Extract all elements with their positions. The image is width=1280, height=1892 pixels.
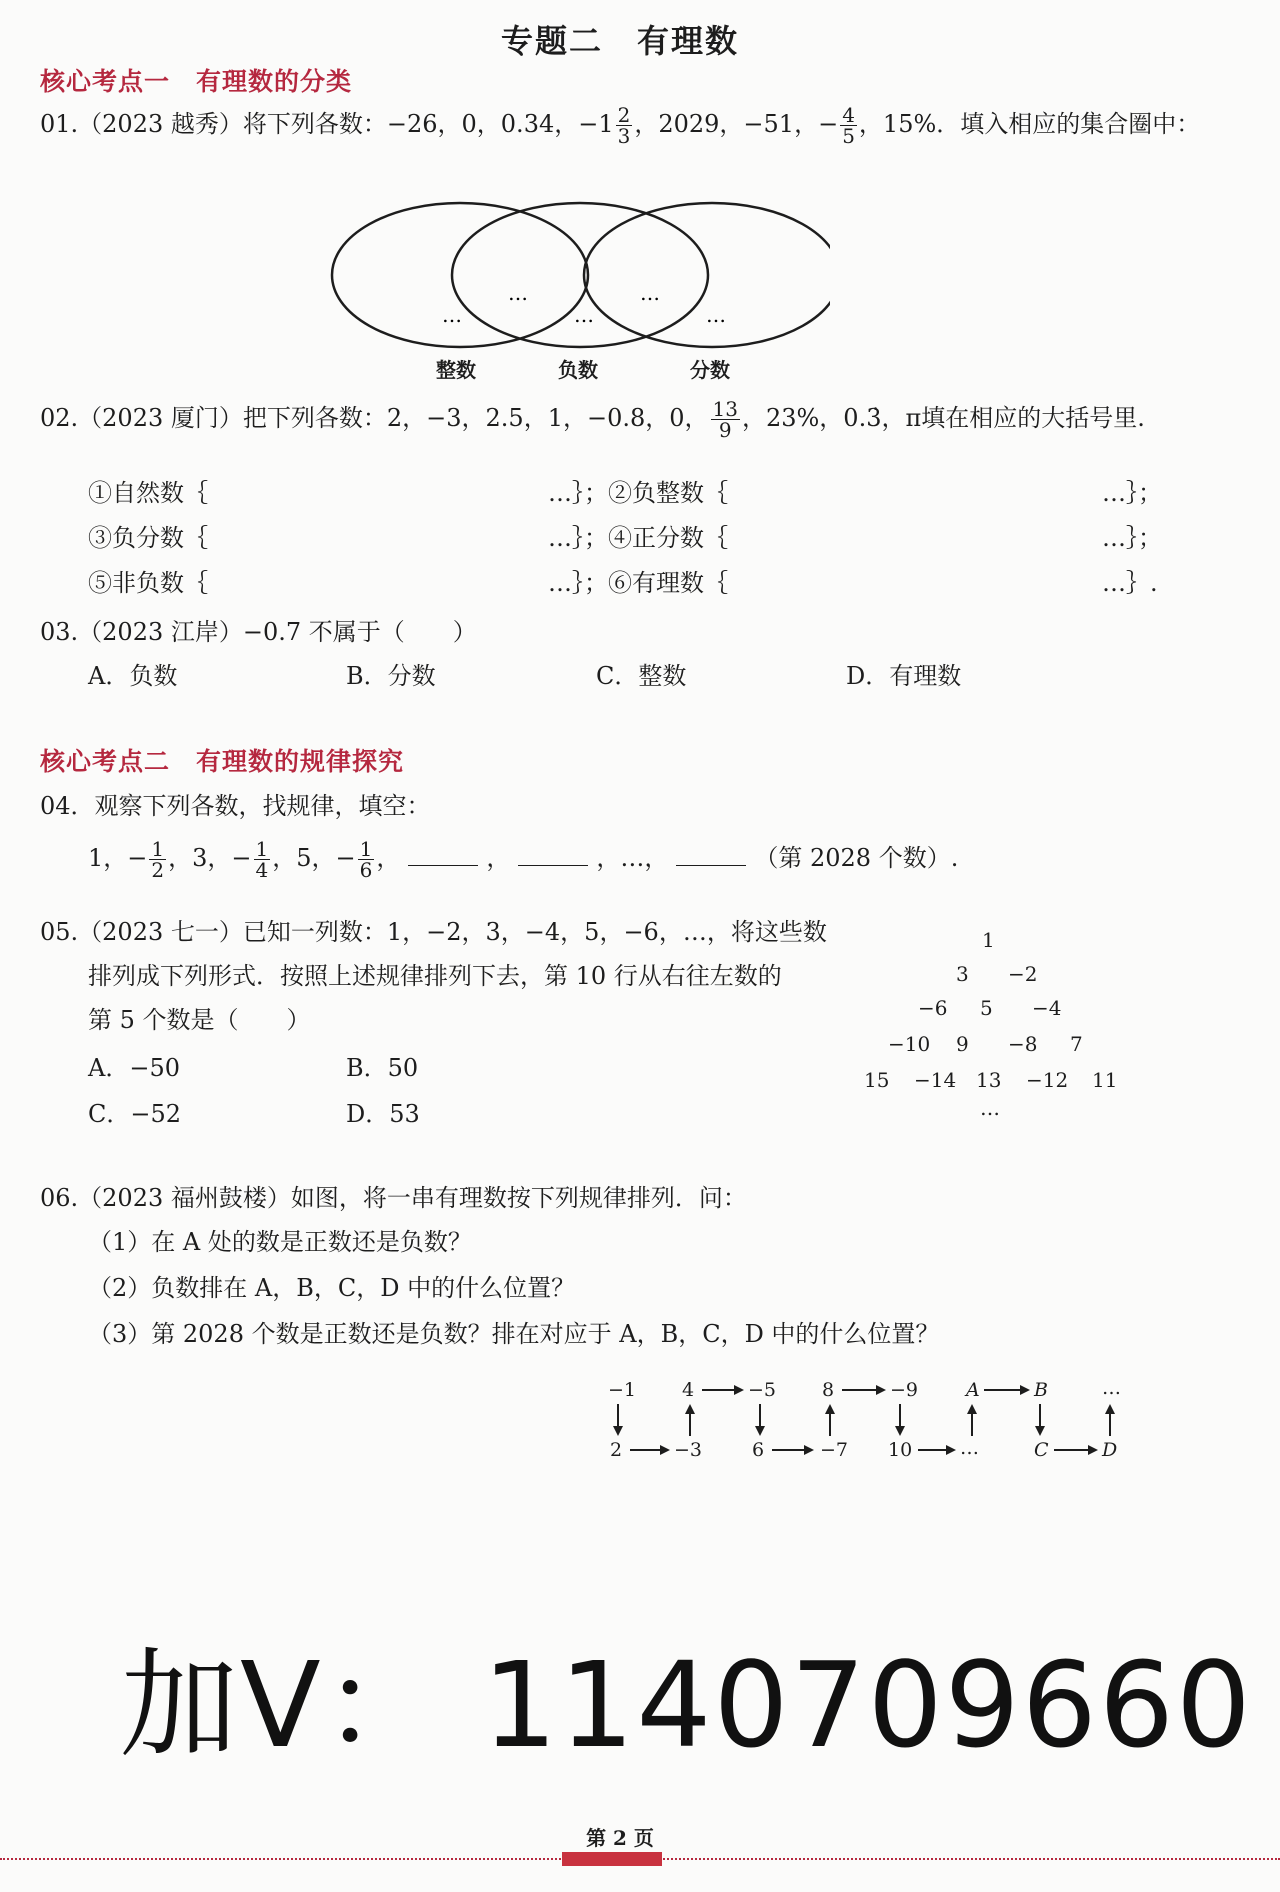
seq-bottom-C: C [1034, 1439, 1049, 1461]
q02-row-1-end: …｝； [1102, 479, 1162, 507]
q02-row-1-left: ①自然数｛ [88, 479, 208, 507]
seq-bottom-1: 2 [610, 1439, 623, 1461]
q05-option-d: D．53 [346, 1100, 420, 1128]
q02-row-2-end: …｝； [1102, 524, 1162, 552]
venn-dots-4: … [640, 281, 660, 305]
seq-top-dots: … [1102, 1377, 1121, 1399]
seq-top-2: 4 [682, 1379, 695, 1401]
seq-top-A: A [966, 1379, 980, 1401]
triangle-r1-c1: 1 [982, 928, 995, 952]
question-01 [40, 104, 1200, 146]
seq-top-5: −9 [890, 1379, 919, 1401]
q05-line-1: 05.（2023 七一）已知一列数：1，−2，3，−4，5，−6，…，将这些数 [40, 918, 827, 946]
q01-mid: ，2029，−51，− [634, 110, 839, 138]
section-heading-2: 核心考点二 有理数的规律探究 [40, 747, 405, 776]
triangle-r5-c2: −14 [914, 1068, 957, 1092]
q02-row-2-left: ③负分数｛ [88, 524, 208, 552]
triangle-r3-c3: −4 [1032, 996, 1062, 1020]
question-06: 06.（2023 福州鼓楼）如图，将一串有理数按下列规律排列．问： [40, 1184, 747, 1212]
contact-watermark: 加V： 1140709660 [120, 1636, 1253, 1774]
triangle-r4-c4: 7 [1070, 1032, 1083, 1056]
triangle-r2-c2: −2 [1008, 962, 1038, 986]
q02-row-2-mid: …｝；④正分数｛ [548, 524, 728, 552]
q04-blank-2 [518, 847, 588, 866]
q03-option-a: A．负数 [88, 662, 178, 690]
seq-bottom-4: −7 [820, 1439, 849, 1461]
q03-option-c: C．整数 [596, 662, 687, 690]
seq-top-4: 8 [822, 1379, 835, 1401]
q01-prefix: 01.（2023 越秀）将下列各数：−26，0，0.34，−1 [40, 110, 614, 138]
venn-label-fraction: 分数 [690, 358, 730, 382]
q02-row-3-left: ⑤非负数｛ [88, 569, 208, 597]
seq-bottom-3: 6 [752, 1439, 765, 1461]
triangle-r5-c3: 13 [976, 1068, 1002, 1092]
triangle-r2-c1: 3 [956, 962, 969, 986]
triangle-r5-c5: 11 [1092, 1068, 1118, 1092]
venn-diagram [330, 200, 830, 380]
seq-top-1: −1 [608, 1379, 637, 1401]
section-heading-1: 核心考点一 有理数的分类 [40, 67, 353, 96]
seq-bottom-2: −3 [674, 1439, 703, 1461]
q05-option-b: B．50 [346, 1054, 419, 1082]
q03-option-b: B．分数 [346, 662, 436, 690]
page-title: 专题二 有理数 [500, 22, 739, 60]
venn-dots-2: … [508, 281, 528, 305]
seq-bottom-D: D [1102, 1439, 1118, 1461]
q02-row-1-mid: …｝；②负整数｛ [548, 479, 728, 507]
q02-prefix: 02.（2023 厦门）把下列各数：2，−3，2.5，1，−0.8，0， [40, 404, 709, 432]
seq-bottom-dots: … [960, 1437, 979, 1459]
triangle-r3-c2: 5 [980, 996, 993, 1020]
q02-fraction: $\frac{13}{9}$ [712, 397, 738, 442]
question-03: 03.（2023 江岸）−0.7 不属于（ ） [40, 618, 477, 646]
q02-suffix: ，23%，0.3̇，π填在相应的大括号里. [741, 404, 1145, 432]
q06-part-3: （3）第 2028 个数是正数还是负数？排在对应于 A，B，C，D 中的什么位置？ [88, 1320, 940, 1348]
triangle-r4-c3: −8 [1008, 1032, 1038, 1056]
triangle-r4-c2: 9 [956, 1032, 969, 1056]
q01-fraction-2: $\frac{4}{5}$ [842, 103, 855, 148]
seq-top-B: B [1034, 1379, 1048, 1401]
q01-fraction-1: $\frac{2}{3}$ [617, 103, 631, 148]
q06-sequence-diagram [600, 1374, 1140, 1474]
venn-dots-1: … [442, 303, 462, 327]
triangle-dots: … [980, 1096, 1000, 1120]
q06-part-2: （2）负数排在 A，B，C，D 中的什么位置？ [88, 1274, 576, 1302]
seq-bottom-5: 10 [888, 1439, 913, 1461]
q02-row-3-end: …｝. [1102, 569, 1158, 597]
triangle-r4-c1: −10 [888, 1032, 931, 1056]
venn-label-negative: 负数 [558, 358, 598, 382]
venn-label-integer: 整数 [436, 358, 476, 382]
q04-blank-3 [676, 847, 746, 866]
seq-top-3: −5 [748, 1379, 777, 1401]
q05-line-3: 第 5 个数是（ ） [88, 1006, 311, 1034]
page-number: 第 2 页 [586, 1826, 654, 1850]
q04-blank-1 [408, 847, 478, 866]
footer-red-bar [562, 1852, 662, 1866]
triangle-r5-c1: 15 [864, 1068, 890, 1092]
q05-option-c: C．−52 [88, 1100, 182, 1128]
triangle-r3-c1: −6 [918, 996, 948, 1020]
q02-row-3-mid: …｝；⑥有理数｛ [548, 569, 728, 597]
q03-option-d: D．有理数 [846, 662, 962, 690]
triangle-r5-c4: −12 [1026, 1068, 1069, 1092]
question-04: 04．观察下列各数，找规律，填空： [40, 792, 431, 820]
venn-dots-5: … [706, 303, 726, 327]
question-02 [40, 398, 1145, 440]
q05-option-a: A．−50 [88, 1054, 180, 1082]
q04-sequence: 1，− $\frac{1}{2}$ ，3，− $\frac{1}{4}$ ，5，− $\frac{1}{6}$ ， ， ，…， （第 2028 个数）. [88, 837, 959, 882]
q01-suffix: ，15%．填入相应的集合圈中： [858, 110, 1201, 138]
venn-dots-3: … [574, 303, 594, 327]
q06-part-1: （1）在 A 处的数是正数还是负数？ [88, 1228, 472, 1256]
q05-line-2: 排列成下列形式．按照上述规律排列下去，第 10 行从右往左数的 [88, 962, 782, 990]
